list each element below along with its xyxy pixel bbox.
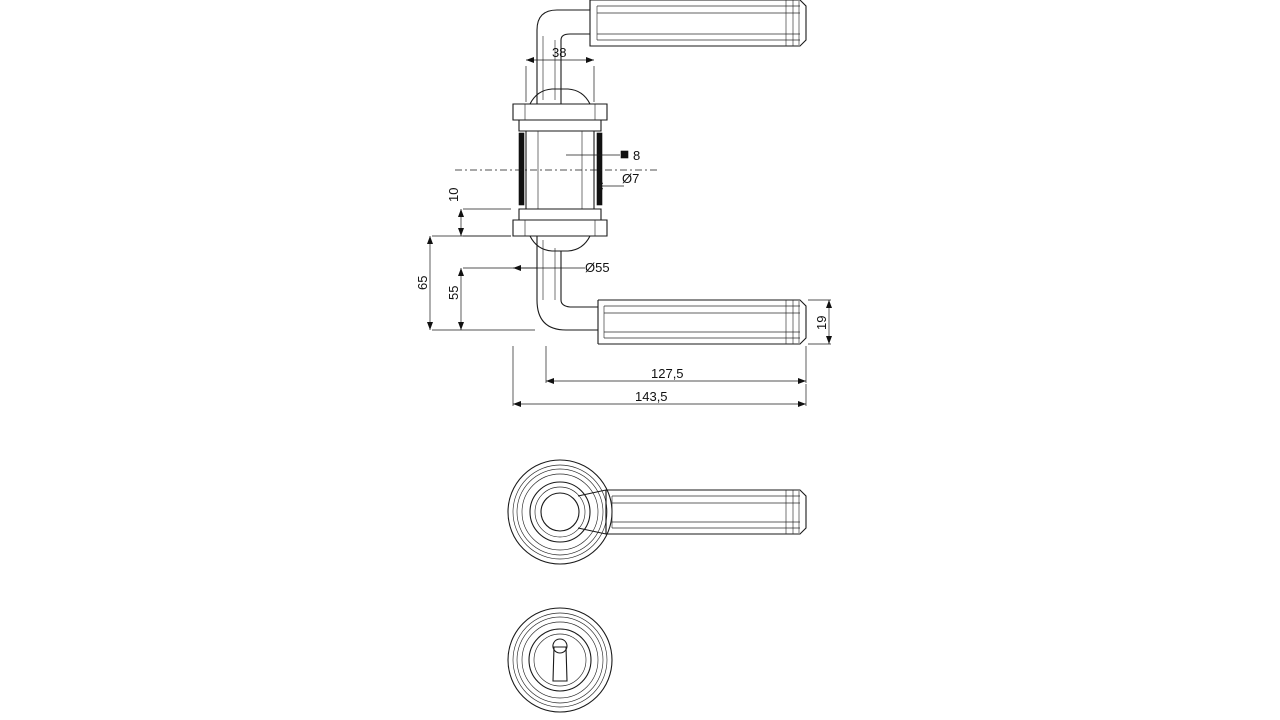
dimension-38 xyxy=(526,45,594,102)
dimension-19-label: 19 xyxy=(814,315,829,330)
keyhole-rosette-outer xyxy=(508,608,612,712)
dimension-19 xyxy=(808,300,832,344)
dimension-143-5-label: 143,5 xyxy=(635,389,668,404)
keyhole-rosette-view xyxy=(508,608,612,712)
lower-lever xyxy=(537,236,806,344)
dimension-65-label: 65 xyxy=(415,275,430,290)
square-symbol-icon xyxy=(621,151,628,158)
spindle-shaft xyxy=(455,131,660,209)
dimension-diameter-7 xyxy=(597,171,639,195)
lower-rosette xyxy=(513,209,607,251)
dimension-127-5-label: 127,5 xyxy=(651,366,684,381)
dimension-8-label: 8 xyxy=(633,148,641,163)
screw-left xyxy=(519,133,524,205)
side-elevation-view xyxy=(415,0,832,407)
dimension-10 xyxy=(446,188,511,236)
upper-rosette xyxy=(513,89,607,131)
dimension-square-8 xyxy=(566,148,640,163)
dimension-65 xyxy=(415,236,535,330)
dimension-10-label: 10 xyxy=(446,187,461,202)
front-rosette-handle-view xyxy=(508,460,806,564)
dimension-55d-label: Ø55 xyxy=(585,260,610,275)
dimension-55 xyxy=(446,268,537,330)
upper-lever xyxy=(537,0,806,104)
dimension-127-5 xyxy=(546,346,806,384)
dimension-55-label: 55 xyxy=(446,285,461,300)
rosette-hub xyxy=(541,493,579,531)
handle-lever-bar xyxy=(606,490,806,534)
dimension-7-label: Ø7 xyxy=(622,171,640,186)
screw-right xyxy=(597,133,602,205)
dimension-38-label: 38 xyxy=(552,45,567,60)
